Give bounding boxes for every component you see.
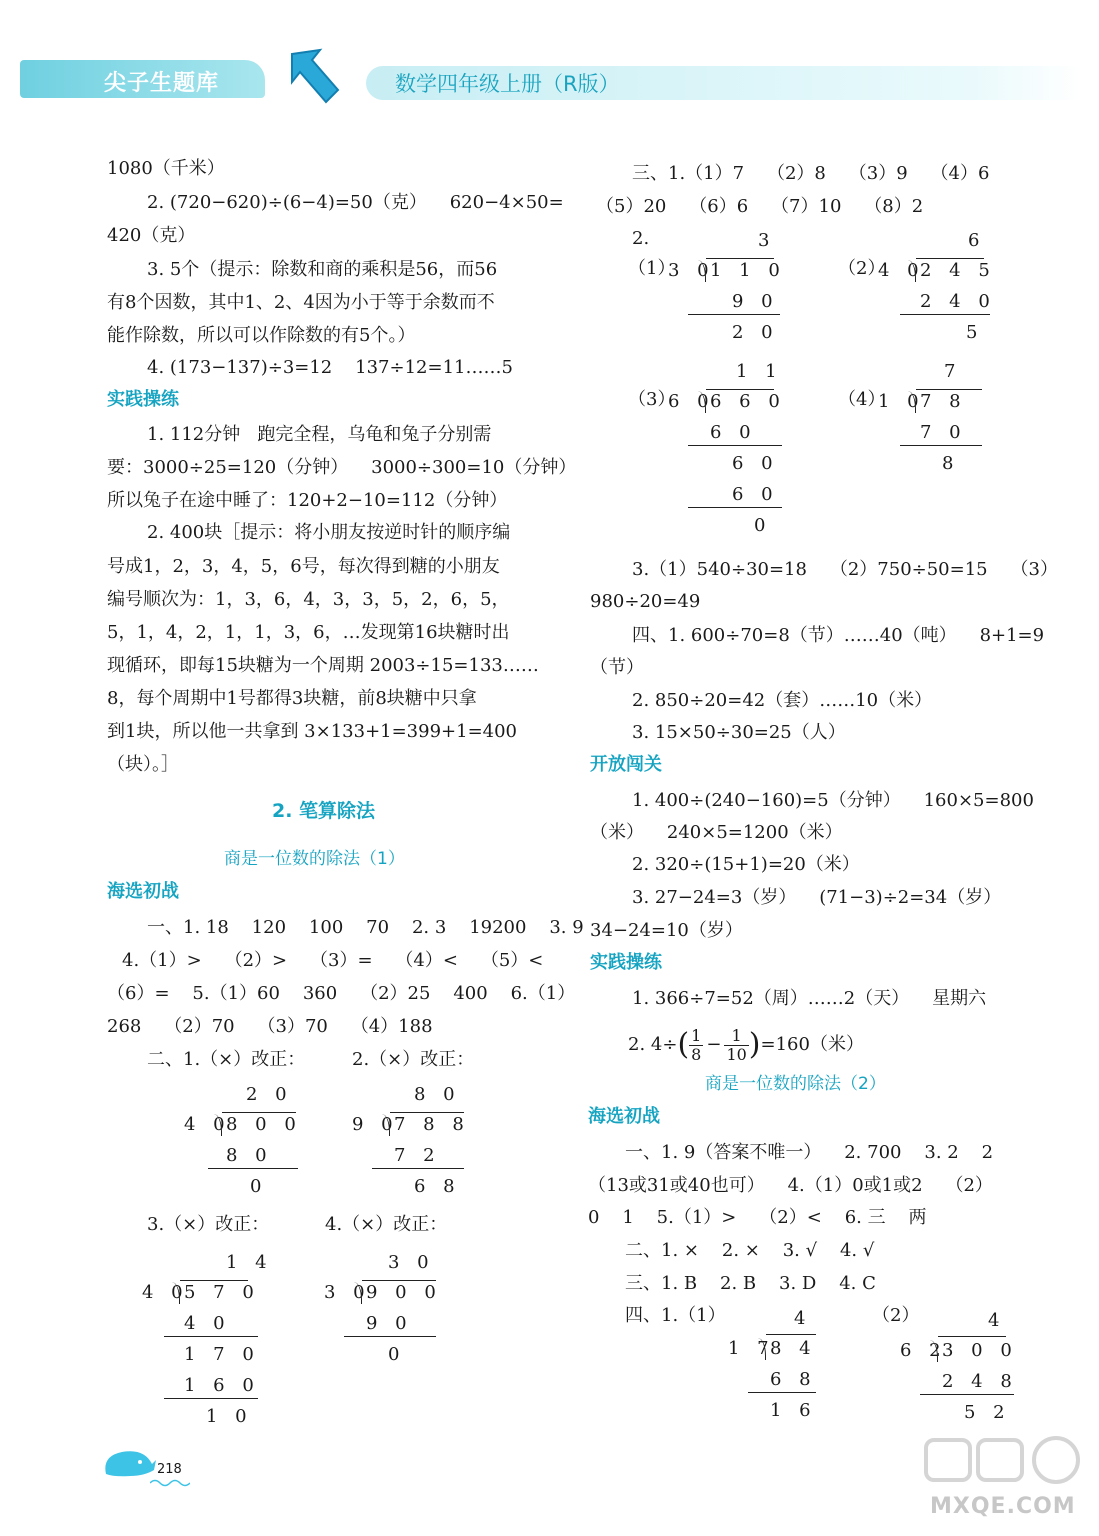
- part-label: （3）: [628, 389, 676, 410]
- subtrahend: 9 0: [732, 291, 779, 312]
- dividend: 9 0 0: [366, 1282, 442, 1303]
- part-label: （4）: [838, 389, 886, 410]
- wave-icon: [150, 1478, 190, 1488]
- quotient: 6: [968, 230, 986, 251]
- text-line: （节）: [590, 657, 644, 678]
- division-line: [222, 1112, 296, 1113]
- text-line: 一、1. 18 120 100 70 2. 3 19200 3. 9: [147, 917, 584, 938]
- divisor: 6 2: [900, 1340, 947, 1361]
- text-line: 268 （2）70 （3）70 （4）188: [107, 1016, 433, 1037]
- text-line: 四、1.（1）: [625, 1305, 726, 1326]
- subtrahend: 2 4 8: [942, 1371, 1018, 1392]
- chapter-title: 2. 笔算除法: [272, 800, 376, 822]
- text-line: 1. 400÷(240−160)=5（分钟） 160×5=800: [632, 790, 1034, 811]
- expression-suffix: =160（米）: [760, 1034, 864, 1055]
- division-line: [916, 258, 984, 259]
- header-title: 数学四年级上册（R版）: [395, 72, 620, 96]
- expression-prefix: 2. 4÷: [628, 1034, 678, 1055]
- divisor: 1 7: [728, 1338, 775, 1359]
- text-line: 4. (173−137)÷3=12 137÷12=11……5: [147, 357, 513, 378]
- dividend: 3 0 0: [942, 1340, 1018, 1361]
- division-line: [900, 314, 990, 315]
- division-line: [372, 1168, 464, 1169]
- text-line: 420（克）: [107, 225, 196, 246]
- text-line: 8，每个周期中1号都得3块糖，前8块糖中只拿: [107, 688, 477, 709]
- text-line: 1. 112分钟 跑完全程，乌龟和兔子分别需: [147, 424, 492, 445]
- question-label: 二、1.（×）改正：: [147, 1049, 306, 1070]
- quotient: 2 0: [246, 1084, 293, 1105]
- long-division: [666, 361, 796, 541]
- text-line: 号成1，2，3，4，5，6号，每次得到糖的小朋友: [107, 556, 500, 577]
- quotient: 3 0: [388, 1252, 435, 1273]
- quotient: 8 0: [414, 1084, 461, 1105]
- divisor: 1 0: [878, 391, 925, 412]
- remainder: 5 2: [964, 1402, 1011, 1423]
- question-label: 2.（×）改正：: [352, 1049, 475, 1070]
- dividend: 5 7 0: [184, 1282, 260, 1303]
- partial-remainder: 6 0: [732, 453, 779, 474]
- text-line: 3. 5个（提示：除数和商的乘积是56，而56: [147, 259, 498, 280]
- text-line: 3. 15×50÷30=25（人）: [632, 722, 846, 743]
- text-line: 2. 850÷20=42（套）……10（米）: [632, 690, 933, 711]
- text-line: 4.（1）> （2）> （3）= （4）< （5）<: [122, 950, 544, 971]
- dividend: 8 0 0: [226, 1114, 302, 1135]
- quotient: 4: [794, 1308, 812, 1329]
- division-line: [938, 1336, 1006, 1337]
- division-line: [390, 1112, 464, 1113]
- long-division: [140, 1252, 273, 1432]
- numerator: 1: [691, 1025, 702, 1045]
- part-label: （1）: [628, 258, 676, 279]
- subtrahend: 9 0: [366, 1313, 413, 1334]
- section-subtitle: 商是一位数的除法（1）: [224, 849, 405, 869]
- text-line: 2.: [632, 228, 650, 249]
- division-line: [208, 1168, 298, 1169]
- denominator: 8: [691, 1044, 702, 1064]
- subtrahend: 2 4 0: [920, 291, 996, 312]
- long-division: [322, 1252, 452, 1372]
- text-line: 二、1. × 2. × 3. √ 4. √: [625, 1240, 875, 1261]
- subtrahend: 4 0: [184, 1313, 231, 1334]
- division-line: [344, 1336, 436, 1337]
- section-heading: 实践操练: [107, 389, 179, 410]
- long-division: [666, 230, 796, 350]
- division-line: [706, 389, 774, 390]
- division-line: [164, 1336, 258, 1337]
- partial-remainder: 1 7 0: [184, 1344, 260, 1365]
- divisor: 4 0: [184, 1114, 231, 1135]
- dividend: 7 8: [920, 391, 967, 412]
- text-line: 5，1，4，2，1，1，3，6，…发现第16块糖时出: [107, 622, 510, 643]
- text-line: 到1块，所以他一共拿到 3×133+1=399+1=400: [107, 721, 518, 742]
- remainder: 8: [942, 453, 960, 474]
- division-line: [766, 1334, 816, 1335]
- quotient: 1 4: [226, 1252, 273, 1273]
- text-line: （13或31或40也可） 4.（1）0或1或2 （2）: [588, 1175, 993, 1196]
- text-line: 0 1 5.（1）> （2）< 6. 三 两: [588, 1207, 927, 1228]
- subtrahend: 6 0: [732, 484, 779, 505]
- division-line: [180, 1280, 248, 1281]
- quotient: 3: [758, 230, 776, 251]
- long-division: [180, 1084, 310, 1204]
- text-line: 编号顺次为：1，3，6，4，3，3，5，2，6，5，: [107, 589, 510, 610]
- division-line: [748, 1392, 816, 1393]
- division-line: [916, 389, 982, 390]
- paren-close: ): [748, 1027, 761, 1062]
- text-line: 一、1. 9（答案不唯一） 2. 700 3. 2 2: [625, 1142, 994, 1163]
- divisor: 9 0: [352, 1114, 399, 1135]
- text-line: 3.（1）540÷30=18 （2）750÷50=15 （3）: [632, 559, 1058, 580]
- division-line: [706, 258, 774, 259]
- text-line: 要：3000÷25=120（分钟） 3000÷300=10（分钟）: [107, 457, 577, 478]
- remainder: 6 8: [414, 1176, 461, 1197]
- division-line: [688, 507, 782, 508]
- section-heading: 海选初战: [107, 881, 179, 902]
- section-heading: 实践操练: [590, 952, 662, 973]
- watermark-text: MXQE.COM: [930, 1494, 1076, 1519]
- long-division: [876, 361, 1006, 481]
- quotient: 1 1: [736, 361, 783, 382]
- text-line: 四、1. 600÷70=8（节）……40（吨） 8+1=9: [632, 625, 1045, 646]
- text-line: 980÷20=49: [590, 591, 701, 612]
- text-line: （6）= 5.（1）60 360 （2）25 400 6.（1）: [107, 983, 576, 1004]
- minus-sign: −: [706, 1034, 722, 1055]
- text-line: 1080（千米）: [107, 158, 225, 179]
- dividend: 2 4 5: [920, 260, 996, 281]
- text-line: 3. 27−24=3（岁） (71−3)÷2=34（岁）: [632, 887, 1002, 908]
- remainder: 1 0: [206, 1406, 253, 1427]
- divisor: 6 0: [668, 391, 715, 412]
- numerator: 1: [724, 1027, 748, 1046]
- divisor: 4 0: [142, 1282, 189, 1303]
- text-line: 2. 400块［提示：将小朋友按逆时针的顺序编: [147, 522, 511, 543]
- divisor: 3 0: [324, 1282, 371, 1303]
- fraction: [689, 1027, 703, 1064]
- fraction: [724, 1027, 748, 1064]
- text-line: （块）。］: [107, 754, 179, 775]
- remainder: 0: [388, 1344, 406, 1365]
- divisor: 3 0: [668, 260, 715, 281]
- text-line: 现循环，即每15块糖为一个周期 2003÷15=133……: [107, 655, 539, 676]
- text-line: 三、1. B 2. B 3. D 4. C: [625, 1273, 876, 1294]
- divisor: 4 0: [878, 260, 925, 281]
- page-number: 218: [157, 1462, 182, 1477]
- text-line: 2. 320÷(15+1)=20（米）: [632, 854, 860, 875]
- text-line: 所以兔子在途中睡了：120+2−10=112（分钟）: [107, 490, 508, 511]
- whale-page-icon: [100, 1446, 156, 1478]
- dividend: 8 4: [770, 1338, 817, 1359]
- text-line: （米） 240×5=1200（米）: [590, 822, 843, 843]
- subtrahend: 8 0: [226, 1145, 273, 1166]
- text-line: 三、1.（1）7 （2）8 （3）9 （4）6: [632, 163, 990, 184]
- remainder: 5: [966, 322, 984, 343]
- division-line: [688, 314, 780, 315]
- question-label: 3.（×）改正：: [147, 1214, 270, 1235]
- division-line: [164, 1398, 258, 1399]
- long-division: [898, 1310, 1028, 1430]
- text-line: 2. (720−620)÷(6−4)=50（克） 620−4×50=: [147, 192, 564, 213]
- text-line: 34−24=10（岁）: [590, 920, 743, 941]
- denominator: 10: [726, 1044, 747, 1064]
- long-division: [876, 230, 1006, 350]
- text-line: （5）20 （6）6 （7）10 （8）2: [596, 196, 924, 217]
- division-line: [900, 445, 982, 446]
- dividend: 1 1 0: [710, 260, 786, 281]
- remainder: 0: [754, 515, 772, 536]
- long-division: [726, 1308, 846, 1428]
- dividend: 7 8 8: [394, 1114, 470, 1135]
- section-heading: 开放闯关: [590, 754, 662, 775]
- quotient: 7: [944, 361, 962, 382]
- subtrahend: 1 6 0: [184, 1375, 260, 1396]
- text-line: 能作除数，所以可以作除数的有5个。）: [107, 325, 416, 346]
- text-line: 1. 366÷7=52（周）……2（天） 星期六: [632, 988, 987, 1009]
- subtrahend: 6 0: [710, 422, 757, 443]
- division-line: [688, 445, 782, 446]
- question-label: 4.（×）改正：: [325, 1214, 448, 1235]
- long-division: [348, 1084, 478, 1204]
- header-brand: 尖子生题库: [104, 71, 220, 96]
- division-line: [920, 1394, 1014, 1395]
- text-line: （2）: [872, 1305, 920, 1326]
- dividend: 6 6 0: [710, 391, 786, 412]
- subtrahend: 7 2: [394, 1145, 441, 1166]
- subtrahend: 7 0: [920, 422, 967, 443]
- section-subtitle: 商是一位数的除法（2）: [705, 1074, 886, 1094]
- text-line: 有8个因数，其中1、2、4因为小于等于余数而不: [107, 292, 495, 313]
- remainder: 1 6: [770, 1400, 817, 1421]
- quotient: 4: [988, 1310, 1006, 1331]
- section-heading: 海选初战: [588, 1106, 660, 1127]
- fraction-expression: [628, 1022, 864, 1068]
- remainder: 0: [250, 1176, 268, 1197]
- part-label: （2）: [838, 258, 886, 279]
- remainder: 2 0: [732, 322, 779, 343]
- division-line: [362, 1280, 436, 1281]
- paren-open: (: [677, 1027, 690, 1062]
- subtrahend: 6 8: [770, 1369, 817, 1390]
- arrow-icon: [286, 46, 342, 106]
